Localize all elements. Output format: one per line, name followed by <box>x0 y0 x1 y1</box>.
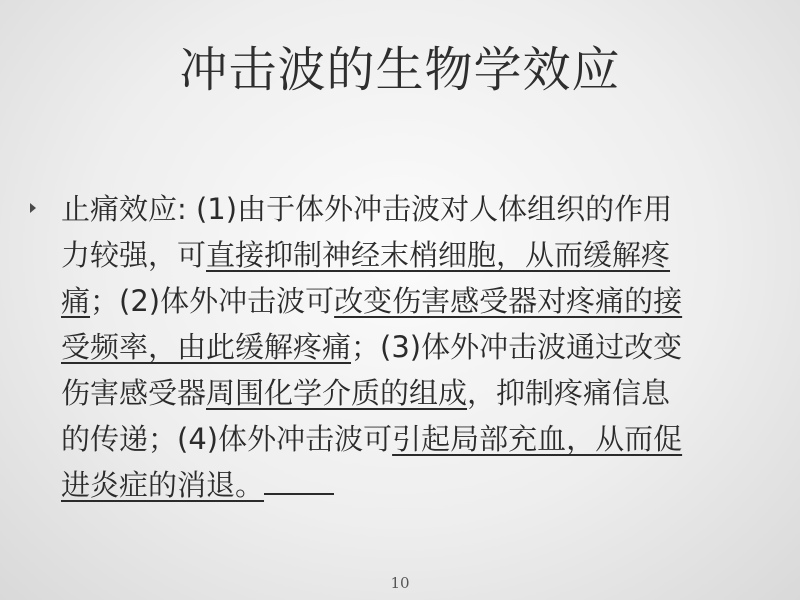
text-span: ；(2)体外冲击波可 <box>90 284 335 318</box>
underlined-text: 引起局部充血，从而促 <box>392 422 683 456</box>
underlined-text: 改变伤害感受器对疼痛的接 <box>334 284 683 318</box>
underlined-text: 进炎症的消退。 <box>61 468 265 502</box>
underlined-text: 直接抑制神经末梢细胞，从而缓解疼 <box>206 238 671 272</box>
text-span: 的传递；(4)体外冲击波可 <box>61 422 393 456</box>
text-span: 伤害感受器 <box>61 376 207 410</box>
text-line <box>61 234 670 276</box>
text-line <box>61 418 682 460</box>
text-line <box>61 464 334 506</box>
underlined-text: 痛 <box>61 284 91 318</box>
text-line <box>61 280 682 322</box>
bullet-icon <box>30 203 36 213</box>
slide-title: 冲击波的生物学效应 <box>179 42 621 98</box>
text-span: 止痛效应: (1)由于体外冲击波对人体组织的作用 <box>61 192 673 226</box>
text-span: ，抑制疼痛信息 <box>467 376 671 410</box>
underlined-text: 周围化学介质的组成 <box>206 376 468 410</box>
underlined-text: 受频率，由此缓解疼痛 <box>61 330 352 364</box>
text-line <box>61 326 682 368</box>
text-span: ；(3)体外冲击波通过改变 <box>351 330 683 364</box>
text-span: 力较强，可 <box>61 238 207 272</box>
underline-trail <box>264 471 334 495</box>
page-number: 10 <box>390 574 410 592</box>
text-line <box>61 188 672 230</box>
text-line <box>61 372 670 414</box>
